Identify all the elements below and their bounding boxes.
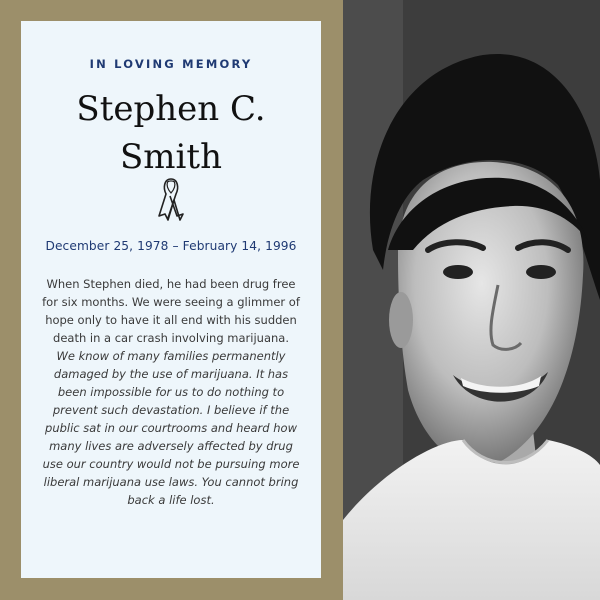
memorial-text: [39, 275, 303, 509]
life-dates: December 25, 1978 – February 14, 1996: [45, 239, 297, 253]
memorial-card: [21, 21, 321, 578]
memorial-paragraph-2: We know of many families permanently damaged by the use of marijuana. It has been impossible for us to do nothing to prevent such devastation. I believe if the public sat in our courtrooms and heard how many lives are adversely affected by drug use our country would not be pursuing more liberal marijuana use laws. You cannot bring back a life lost.: [42, 349, 300, 507]
portrait-photo: [343, 0, 600, 600]
memorial-paragraph-1: When Stephen died, he had been drug free for six months. We were seeing a glimmer of hope only to have it all end with his sudden death in a car crash involving marijuana.: [42, 277, 300, 345]
memorial-name: [21, 85, 321, 181]
portrait-illustration: [343, 0, 600, 600]
name-line-2: Smith: [120, 137, 222, 177]
awareness-ribbon-icon: [156, 176, 186, 222]
eyebrow-heading: IN LOVING MEMORY: [89, 57, 253, 71]
name-line-1: Stephen C.: [76, 89, 266, 129]
